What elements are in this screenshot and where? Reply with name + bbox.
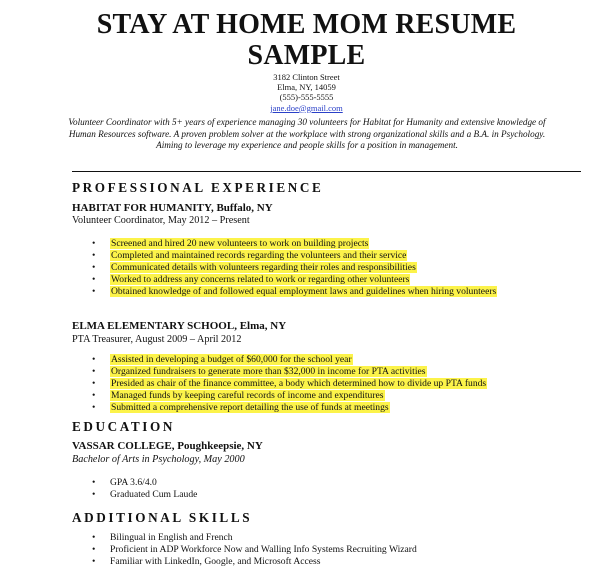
list-item [110,390,487,402]
list-item [110,402,487,414]
list-item: • Familiar with LinkedIn, Google, and Microsoft Access [110,556,417,568]
education-bullets [72,477,197,501]
list-item [110,238,510,250]
job-employer: HABITAT FOR HUMANITY, Buffalo, NY [72,202,273,214]
skills-bullets [72,532,417,568]
list-item [110,286,510,298]
highlighted-text: Completed and maintained records regarding the volunteers and their service [111,250,407,261]
list-item [110,262,510,274]
list-item [110,274,510,286]
degree: Bachelor of Arts in Psychology, May 2000 [72,454,245,465]
list-item: • Bilingual in English and French [110,532,417,544]
highlighted-text: Obtained knowledge of and followed equal employment laws and guidelines when hiring volunteers [111,286,497,297]
list-item [110,250,510,262]
list-item: • Graduated Cum Laude [110,489,197,501]
contact-address: 3182 Clinton Street [273,72,340,82]
contact-phone: (555)-555-5555 [279,92,334,103]
resume-title-line-1: STAY AT HOME MOM RESUME [96,9,517,40]
list-item [110,354,487,366]
contact-email-link[interactable]: jane.doe@gmail.com [270,102,343,113]
list-item [110,366,487,378]
section-divider [72,171,581,172]
section-heading-education: EDUCATION [72,419,176,434]
highlighted-text: Communicated details with volunteers regarding their roles and responsibilities [111,262,416,273]
list-item: • GPA 3.6/4.0 [110,477,197,489]
job-bullets [72,238,510,298]
job-role: PTA Treasurer, August 2009 – April 2012 [72,334,242,345]
highlighted-text: Organized fundraisers to generate more than $32,000 in income for PTA activities [111,366,426,377]
list-item [110,378,487,390]
job-employer: ELMA ELEMENTARY SCHOOL, Elma, NY [72,320,287,332]
resume-title-line-2: SAMPLE [247,40,366,71]
highlighted-text: Presided as chair of the finance committee, a body which determined how to divide up PTA funds [111,378,487,389]
contact-city: Elma, NY, 14059 [277,82,336,93]
job-bullets [72,354,487,414]
list-item: • Proficient in ADP Workforce Now and Walling Info Systems Recruiting Wizard [110,544,417,556]
highlighted-text: Submitted a comprehensive report detailing the use of funds at meetings [111,402,389,413]
professional-summary: Volunteer Coordinator with 5+ years of experience managing 30 volunteers for Habitat for Humanity and extensive knowledge of Human Resources software. A proven problem solver at the workplace with strong organizational skills and a B.A. in Psychology. Aiming to leverage my experience and people skills for a position in management. [68,117,546,151]
section-heading-experience: PROFESSIONAL EXPERIENCE [72,180,324,195]
section-heading-skills: ADDITIONAL SKILLS [72,510,253,525]
highlighted-text: Screened and hired 20 new volunteers to work on building projects [111,238,369,249]
highlighted-text: Assisted in developing a budget of $60,000 for the school year [111,354,352,365]
job-role: Volunteer Coordinator, May 2012 – Present [72,215,250,226]
highlighted-text: Worked to address any concerns related to work or regarding other volunteers [111,274,410,285]
highlighted-text: Managed funds by keeping careful records of income and expenditures [111,390,384,401]
school-name: VASSAR COLLEGE, Poughkeepsie, NY [72,440,263,452]
contact-block [0,72,613,113]
